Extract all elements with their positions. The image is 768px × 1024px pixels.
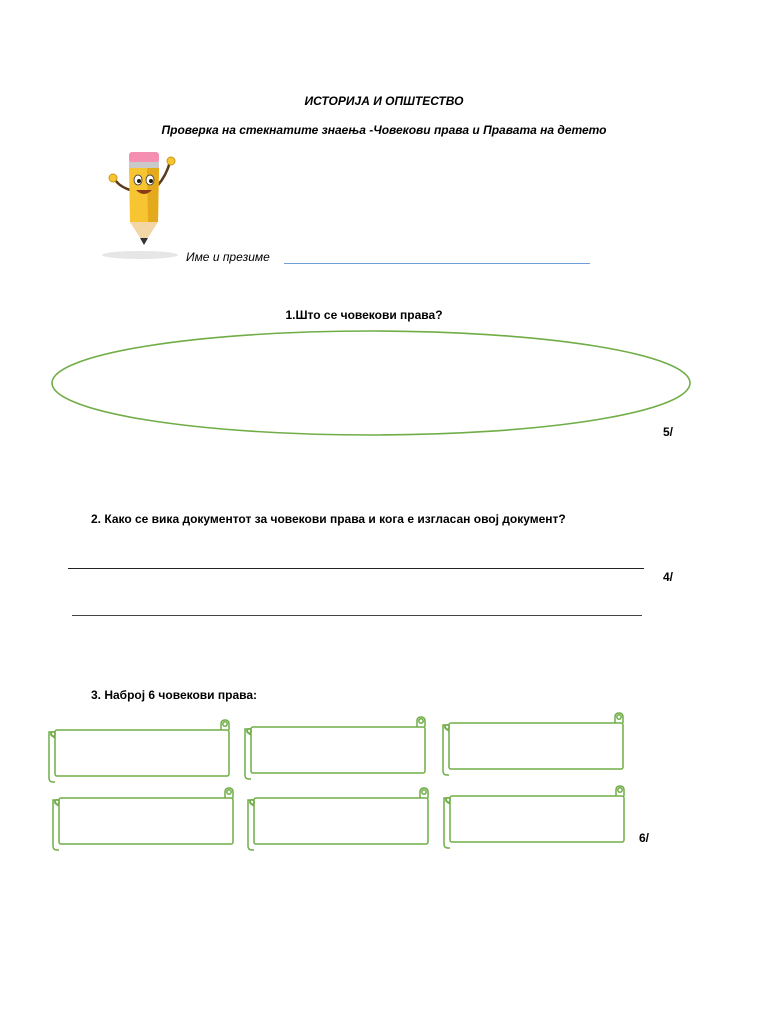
- name-label: Име и презиме: [186, 250, 270, 264]
- scroll-frame-icon: [444, 786, 624, 848]
- question-1: 1.Што се човекови права?: [285, 308, 443, 322]
- score-2: 4/: [663, 570, 674, 584]
- scroll-frame-icon: [49, 720, 229, 782]
- scroll-frame-icon: [245, 717, 425, 779]
- scroll-frame-icon: [53, 788, 233, 850]
- scroll-frame-icon: [443, 713, 623, 775]
- worksheet-title: ИСТОРИЈА И ОПШТЕСТВО: [304, 94, 464, 108]
- question-2: 2. Како се вика документот за човекови права и кога е изгласан овој документ?: [91, 512, 566, 526]
- scroll-frame-icon: [248, 788, 428, 850]
- score-3: 6/: [639, 831, 650, 845]
- worksheet-subtitle: Проверка на стекнатите знаења -Човекови права и Правата на детето: [161, 123, 607, 137]
- question-3: 3. Наброј 6 човекови права:: [91, 688, 258, 702]
- score-1: 5/: [663, 425, 674, 439]
